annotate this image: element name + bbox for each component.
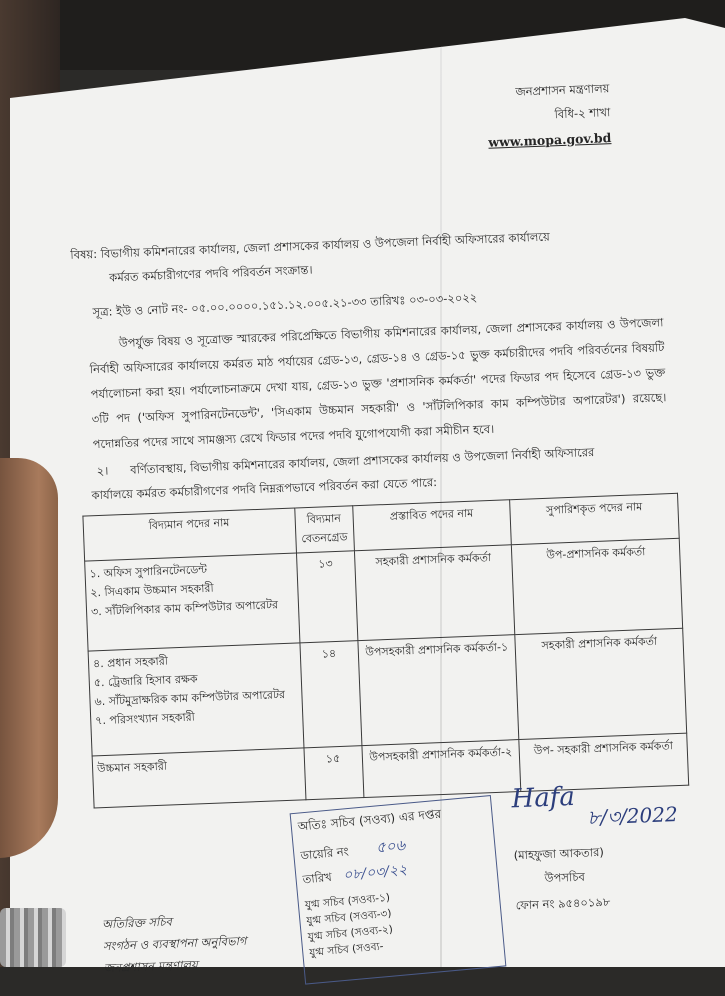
recommended-post-cell: সহকারী প্রশাসনিক কর্মকর্তা (515, 628, 687, 739)
paragraph-2-line-2: কার্যালয়ে কর্মরত কর্মচারীগণের পদবি নিম্নরূপভাবে পরিবর্তন করা যেতে পারে: (91, 475, 438, 503)
recommended-post-cell: উপ- সহকারী প্রশাসনিক কর্মকর্তা (519, 733, 689, 791)
stamp-forward-3: যুগ্ম সচিব (সওব্য-২) (307, 923, 394, 944)
existing-post-item: ১. অফিস সুপারিনটেনডেন্ট (89, 562, 208, 581)
grade-cell: ১৩ (296, 551, 357, 643)
signature-scrawl: Hafa (511, 781, 576, 815)
reference-line (92, 291, 477, 320)
existing-post-item: ৫. ট্রেজারি হিসাব রক্ষক (93, 672, 198, 690)
stamp-diary-label: ডায়েরি নং (299, 844, 350, 863)
stamp-forward-1: যুগ্ম সচিব (সওব্য-১) (304, 891, 391, 912)
stamp-forward-2: যুগ্ম সচিব (সওব্য-৩) (305, 907, 392, 928)
header-existing-post: বিদ্যমান পদের নাম (83, 508, 296, 561)
subject-line-1 (70, 231, 550, 263)
header-existing-grade: বিদ্যমান বেতনগ্রেড (294, 506, 354, 553)
paragraph-2-text: বর্ণিতাবস্থায়, বিভাগীয় কমিশনারের কার্যালয়, জেলা প্রশাসকের কার্যালয় ও উপজেলা নির্বাহী অফিসারের (129, 444, 595, 477)
header-ministry: জনপ্রশাসন মন্ত্রণালয় (515, 81, 610, 99)
grade-cell: ১৪ (300, 641, 362, 748)
reference-label: সূত্র: (92, 304, 113, 320)
recipient-title: অতিরিক্ত সচিব (101, 914, 173, 932)
proposed-post-cell: উপসহকারী প্রশাসনিক কর্মকর্তা-১ (357, 635, 519, 746)
proposed-post-cell: সহকারী প্রশাসনিক কর্মকর্তা (354, 545, 515, 641)
existing-posts-cell (88, 643, 303, 756)
existing-post-item: ২. সিএকাম উচ্চমান সহকারী (90, 581, 214, 600)
receipt-stamp (290, 795, 507, 985)
signatory-phone: ফোন নং ৯৫৪০১৯৮ (515, 894, 611, 913)
subject-line-2: কর্মরত কর্মচারীগণের পদবি পরিবর্তন সংক্রান্ত। (109, 262, 313, 285)
wristwatch-band (0, 908, 66, 967)
recipient-wing: সংগঠন ও ব্যবস্থাপনা অনুবিভাগ (102, 933, 247, 954)
reference-text: ইউ ও নোট নং- ০৫.০০.০০০০.১৫১.১২.০০৫.২১-৩৩ তারিখঃ ০৩-০৩-২০২২ (115, 290, 478, 319)
existing-post-item: ৭. পরিসংখ্যান সহকারী (95, 710, 196, 728)
header-website[interactable]: www.mopa.gov.bd (488, 130, 612, 150)
recipient-ministry: জনপ্রশাসন মন্ত্রণালয় (103, 957, 198, 976)
header-recommended-post: সুপারিশকৃত পদের নাম (510, 493, 679, 544)
signatory-name: (মাহফুজা আকতার) (513, 844, 605, 863)
recommended-post-cell: উপ-প্রশাসনিক কর্মকর্তা (512, 538, 683, 634)
existing-post-item: ৬. সাঁটমুদ্রাক্ষরিক কাম কম্পিউটার অপারেটর (94, 688, 286, 709)
stamp-date (302, 862, 408, 888)
existing-posts-cell (92, 748, 305, 808)
subject-label: বিষয়: (70, 246, 98, 262)
proposed-post-cell: উপসহকারী প্রশাসনিক কর্মকর্তা-২ (362, 740, 522, 798)
existing-post-item: উচ্চমান সহকারী (96, 759, 168, 776)
existing-post-item: ৩. সাঁটলিপিকার কাম কম্পিউটার অপারেটর (90, 598, 279, 619)
designation-table (82, 493, 689, 809)
signatory-designation: উপসচিব (544, 869, 586, 886)
header-proposed-post: প্রস্তাবিত পদের নাম (352, 500, 511, 551)
existing-posts-cell (85, 553, 300, 651)
stamp-diary (300, 836, 406, 863)
stamp-title: অতিঃ সচিব (সওব্য) এর দপ্তর (297, 806, 442, 834)
paragraph-2-number: ২। (96, 463, 109, 479)
stamp-date-label: তারিখ (302, 869, 333, 887)
stamp-diary-value: ৫০৬ (375, 836, 406, 857)
stamp-forward-4: যুগ্ম সচিব (সওব্য- (308, 940, 384, 960)
paragraph-1: উপর্যুক্ত বিষয় ও সূত্রোক্ত স্মারকের পরিপ্রেক্ষিতে বিভাগীয় কমিশনারের কার্যালয়, জেলা প্রশাসকের কার্যালয় ও উপজেলা নির্বাহী অফিসারের কার্যালয়ে কর্মরত মাঠ পর্যায়ের গ্রেড-১৩, গ্রেড-১৪ ও গ্রেড-১৫ ভুক্ত কর্মচারীদের পদবি পরিবর্তনের বিষয়টি পর্যালোচনা করা হয়। পর্যালোচনাক্রমে দেখা যায়, গ্রেড-১৩ ভুক্ত 'প্রশাসনিক কর্মকর্তা' পদের ফিডার পদ হিসেবে গ্রেড-১৩ ভুক্ত ৩টি পদ ('অফিস সুপারিনটেনডেন্ট', 'সিএকাম উচ্চমান সহকারী' ও 'সাঁটলিপিকার কাম কম্পিউটার অপারেটর') রয়েছে। পদোন্নতির পদের সাথে সামঞ্জস্য রেখে ফিডার পদের পদবি যুগোপযোগী করা সমীচীন হবে। (89, 315, 667, 452)
thumb (0, 458, 58, 858)
grade-cell: ১৫ (304, 746, 364, 800)
stamp-date-value: ০৮/০৩/২২ (342, 861, 408, 884)
header-branch: বিধি-২ শাখা (554, 105, 611, 122)
subject-text: বিভাগীয় কমিশনারের কার্যালয়, জেলা প্রশাসকের কার্যালয় ও উপজেলা নির্বাহী অফিসারের কার্যালয়ে (100, 229, 551, 261)
signature-date: ৮/৩/2022 (586, 802, 679, 830)
existing-post-item: ৪. প্রধান সহকারী (92, 654, 169, 671)
